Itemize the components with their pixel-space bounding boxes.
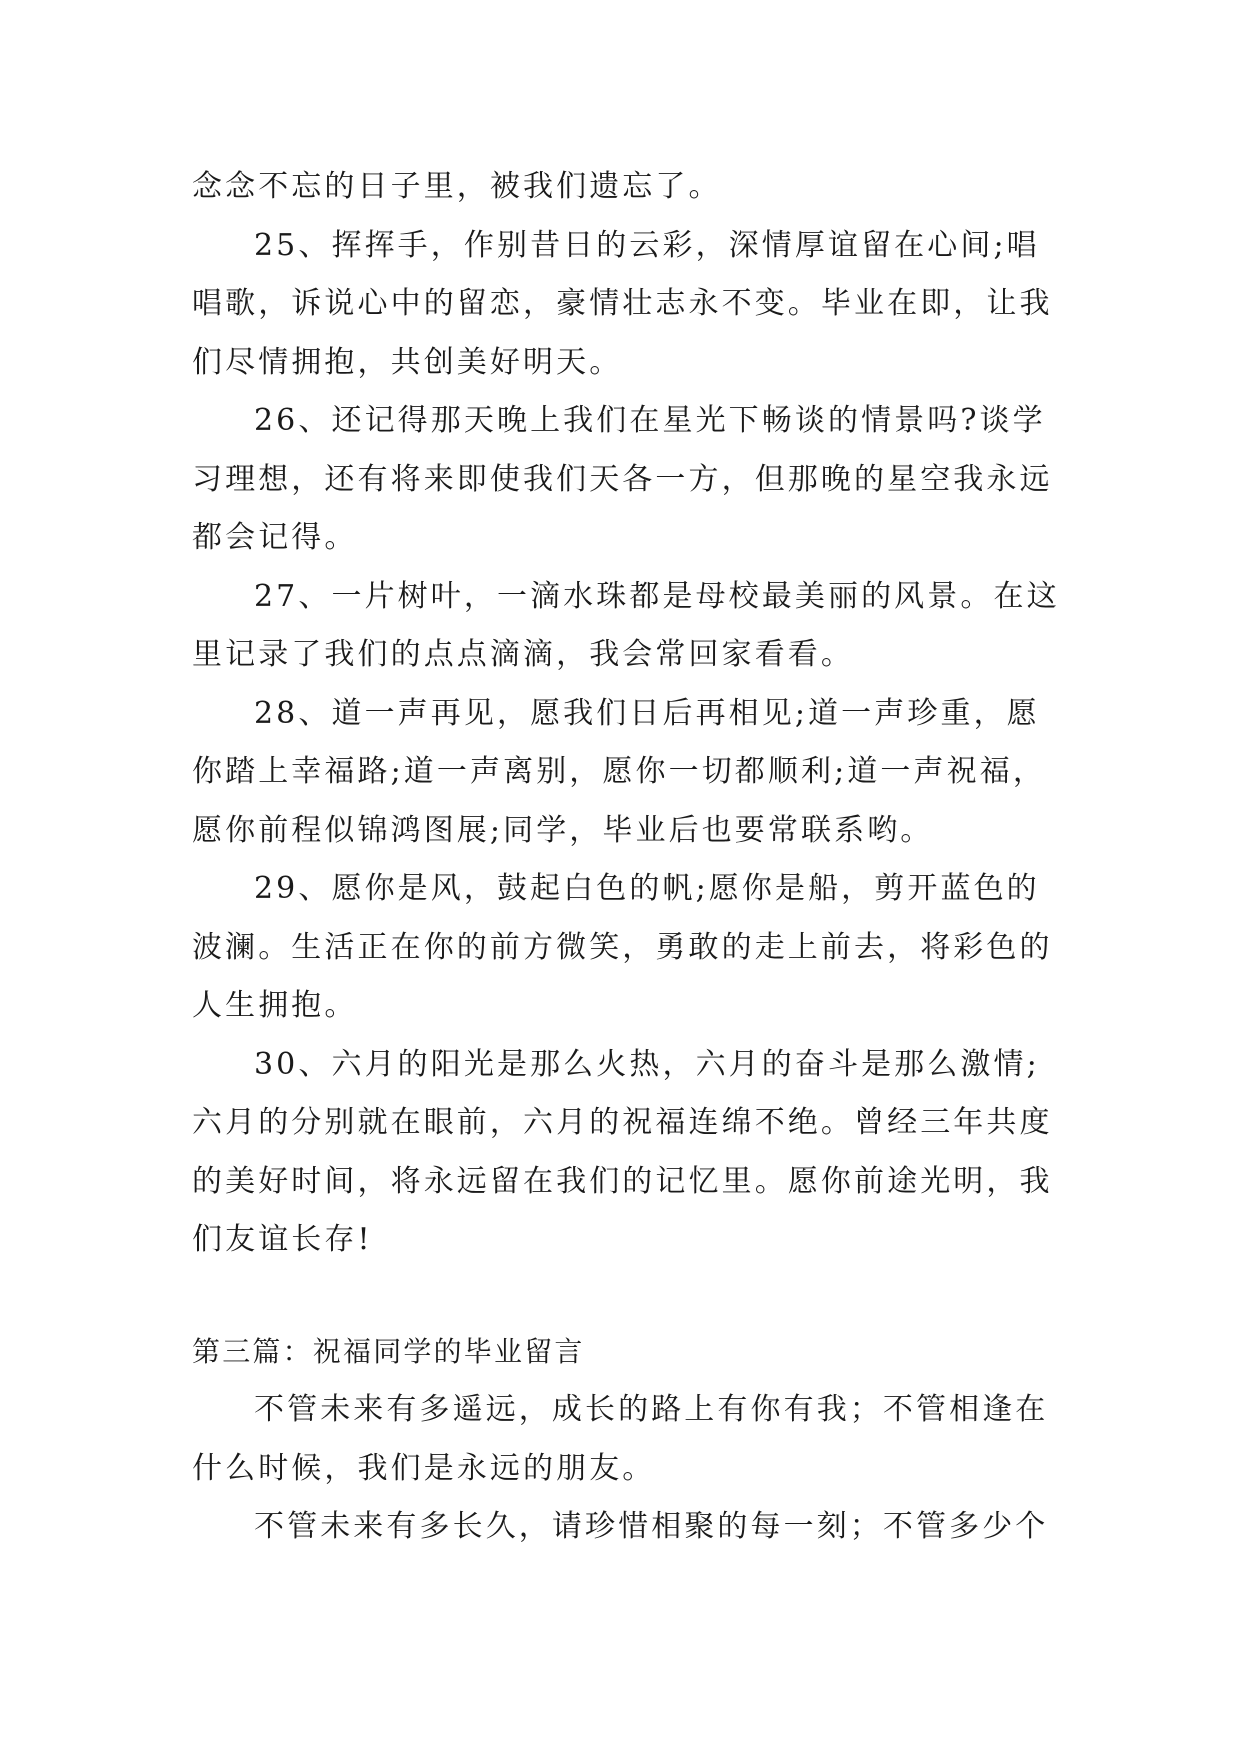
entry-27-line-2: 里记录了我们的点点滴滴，我会常回家看看。 (192, 637, 854, 672)
entry-26-line-3: 都会记得。 (192, 520, 358, 555)
entry-28-line-3: 愿你前程似锦鸿图展;同学，毕业后也要常联系哟。 (192, 812, 934, 848)
entry-30-line-4: 们友谊长存! (192, 1222, 373, 1257)
paragraph-block-section-three (192, 1381, 1056, 1557)
paragraph-block-entries (192, 158, 1060, 1270)
document-page (192, 158, 1060, 1557)
entry-28-line-1: 28、道一声再见，愿我们日后再相见;道一声珍重，愿 (254, 695, 1040, 731)
entry-25-line-1: 25、挥挥手，作别昔日的云彩，深情厚谊留在心间;唱 (254, 227, 1040, 263)
entry-30-line-3: 的美好时间，将永远留在我们的记忆里。愿你前途光明，我 (192, 1163, 1053, 1199)
entry-25-line-3: 们尽情拥抱，共创美好明天。 (192, 344, 623, 380)
section-three-line-1: 不管未来有多遥远，成长的路上有你有我；不管相逢在 (254, 1392, 1049, 1427)
entry-25-line-2: 唱歌，诉说心中的留恋，豪情壮志永不变。毕业在即，让我 (192, 286, 1053, 321)
entry-30-line-2: 六月的分别就在眼前，六月的祝福连绵不绝。曾经三年共度 (192, 1105, 1053, 1140)
section-heading: 第三篇：祝福同学的毕业留言 (192, 1334, 585, 1368)
entry-26-line-1: 26、还记得那天晚上我们在星光下畅谈的情景吗?谈学 (254, 403, 1046, 438)
entry-29-line-3: 人生拥抱。 (192, 988, 358, 1023)
entry-29-line-2: 波澜。生活正在你的前方微笑，勇敢的走上前去，将彩色的 (192, 929, 1053, 965)
entry-28-line-2: 你踏上幸福路;道一声离别，愿你一切都顺利;道一声祝福， (192, 754, 1046, 789)
entry-26-line-2: 习理想，还有将来即使我们天各一方，但那晚的星空我永远 (192, 461, 1053, 497)
entry-30-line-1: 30、六月的阳光是那么火热，六月的奋斗是那么激情; (254, 1046, 1040, 1082)
section-spacer (192, 1270, 1056, 1323)
text-line: 念念不忘的日子里，被我们遗忘了。 (192, 169, 722, 204)
section-three-line-2: 什么时候，我们是永远的朋友。 (192, 1450, 656, 1486)
entry-27-line-1: 27、一片树叶，一滴水珠都是母校最美丽的风景。在这 (254, 578, 1060, 614)
section-three-line-3: 不管未来有多长久，请珍惜相聚的每一刻；不管多少个 (254, 1509, 1049, 1544)
entry-29-line-1: 29、愿你是风，鼓起白色的帆;愿你是船，剪开蓝色的 (254, 871, 1040, 906)
